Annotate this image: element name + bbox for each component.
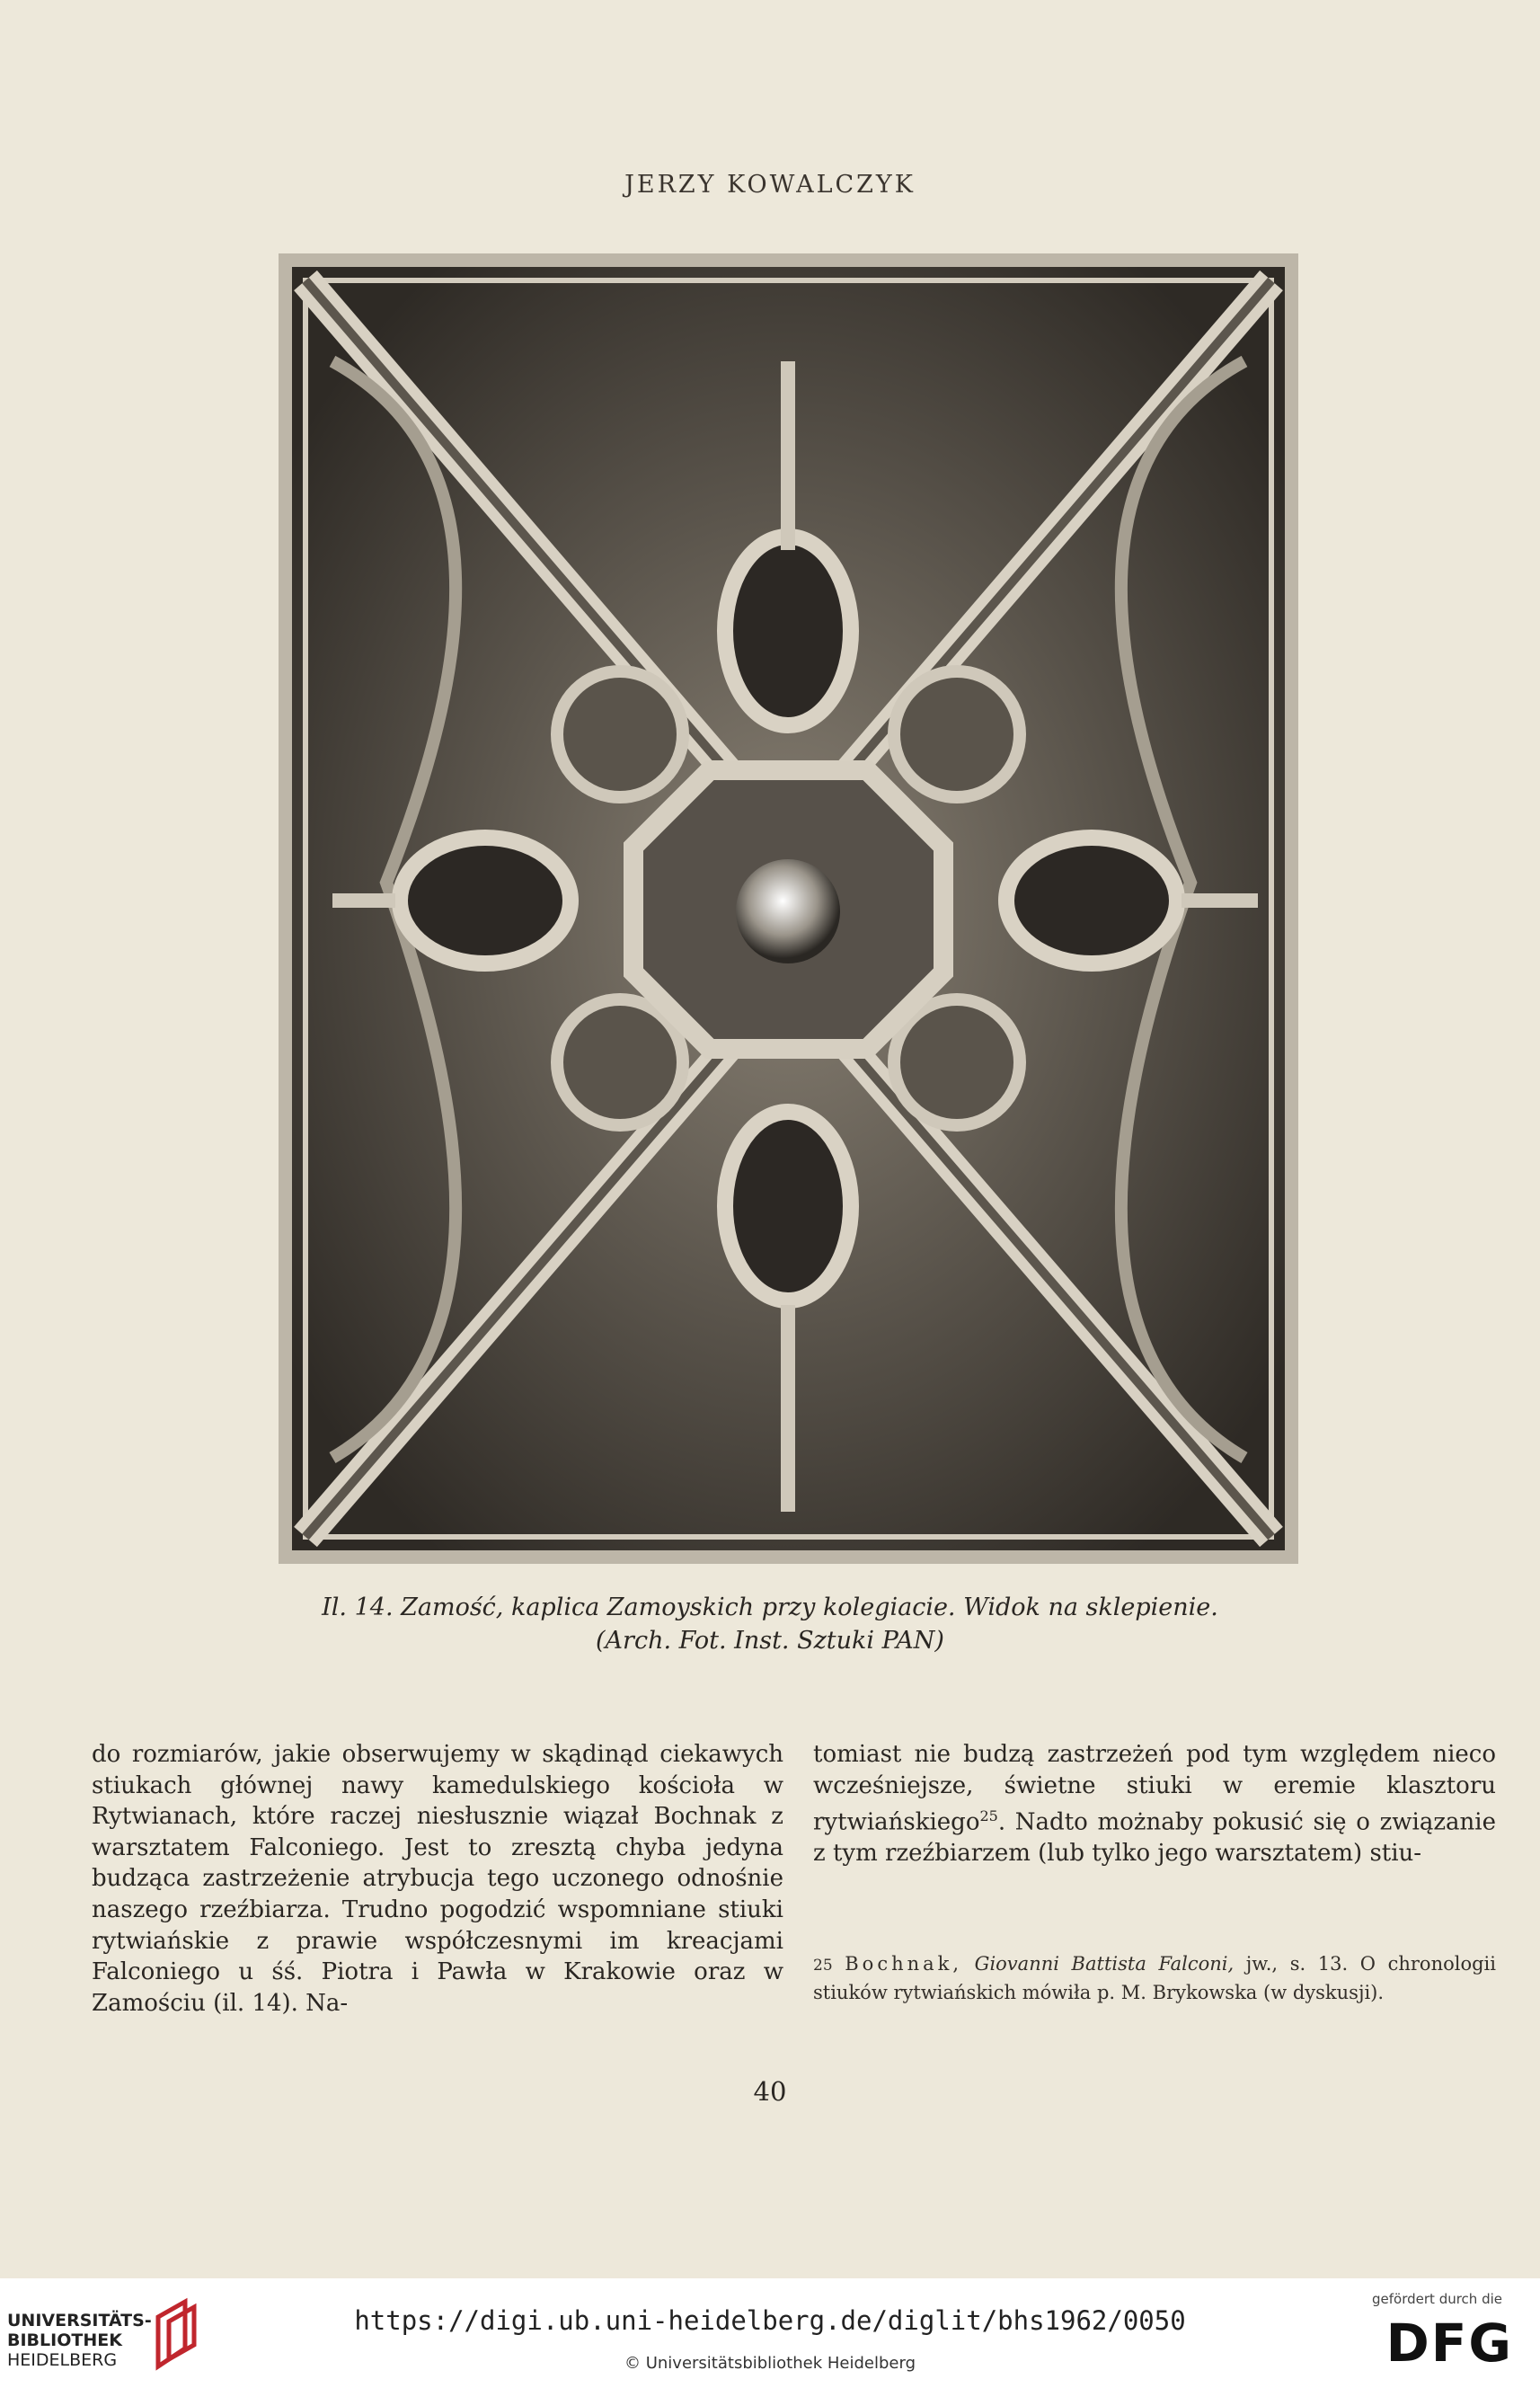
body-text-right-part2: . Nadto możnaby pokusić się o związanie z tym rzeźbiarzem (lub tylko jego warsztatem) stiu- [813,1808,1496,1868]
body-text-right [813,1739,1496,1869]
library-name-line1: UNIVERSITÄTS- [7,2311,152,2330]
library-name-line3: HEIDELBERG [7,2350,118,2370]
footnote [813,1950,1496,2006]
vault-photograph [279,253,1298,1564]
footnote-author: Bochnak, [845,1953,963,1975]
body-text-right-part1: tomiast nie budzą zastrzeżeń pod tym względem nieco wcześniejsze, świetne stiuki w eremie klasztoru rytwiańskiego [813,1741,1496,1836]
footnote-number: 25 [813,1957,833,1975]
footnote-reference: 25 [979,1807,998,1825]
figure-caption: Il. 14. Zamość, kaplica Zamoyskich przy kolegiacie. Widok na sklepienie. [322,1593,1218,1621]
permalink-url[interactable]: https://digi.ub.uni-heidelberg.de/diglit/bhs1962/0050 [354,2305,1186,2336]
copyright-notice: © Universitätsbibliothek Heidelberg [624,2354,916,2373]
page-number: 40 [753,2076,787,2107]
vault-illustration [279,253,1298,1564]
library-name-line2: BIBLIOTHEK [7,2330,122,2350]
body-text-left: do rozmiarów, jakie obserwujemy w skądinąd ciekawych stiukach głównej nawy kamedulskiego kościoła w Rytwianach, które raczej niesłusznie wiązał Bochnak z warsztatem Falconiego. Jest to zresztą chyba jedyna budząca zastrzeżenie atrybucja tego uczonego odnośnie naszego rzeźbiarza. Trudno pogodzić wspomniane stiuki rytwiańskie z prawie współczesnymi im kreacjami Falconiego u śś. Piotra i Pawła w Krakowie oraz w Zamościu (il. 14). Na- [92,1741,783,2017]
digitization-footer [0,2278,1540,2388]
footnote-title: Giovanni Battista Falconi, [974,1953,1235,1975]
dfg-logo: DFG [1385,2313,1513,2374]
funding-note: gefördert durch die [1372,2291,1502,2307]
footnote-text: jw., s. 13. O chronologii stiuków rytwiańskich mówiła p. M. Brykowska (w dyskusji). [813,1953,1496,2003]
figure-credit: (Arch. Fot. Inst. Sztuki PAN) [596,1627,944,1655]
running-title: JERZY KOWALCZYK [624,171,916,199]
